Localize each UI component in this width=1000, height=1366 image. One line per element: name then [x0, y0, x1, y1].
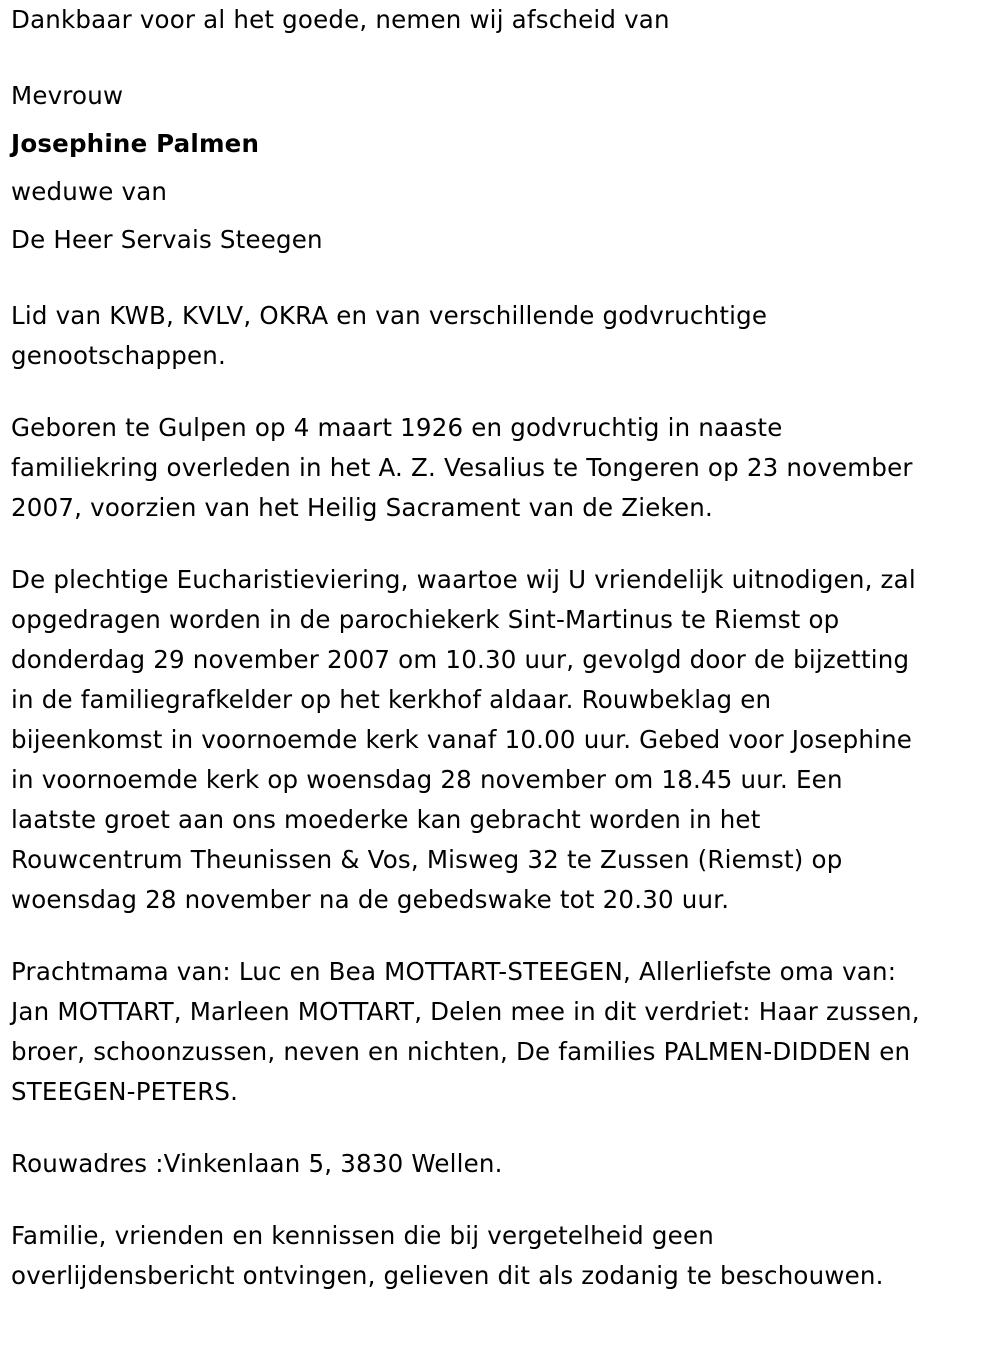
spacer	[11, 1184, 986, 1216]
service-line: in voornoemde kerk op woensdag 28 november om 18.45 uur. Een	[11, 765, 843, 794]
birth-death-line: Geboren te Gulpen op 4 maart 1926 en godvruchtig in naaste	[11, 413, 783, 442]
widow-of-label: weduwe van	[11, 177, 168, 206]
birth-death-paragraph	[11, 408, 986, 528]
family-line: broer, schoonzussen, neven en nichten, De families PALMEN-DIDDEN en	[11, 1037, 911, 1066]
honorific: Mevrouw	[11, 81, 124, 110]
family-line: Jan MOTTART, Marleen MOTTART, Delen mee in dit verdriet: Haar zussen,	[11, 997, 920, 1026]
spacer	[11, 1112, 986, 1144]
service-line: laatste groet aan ons moederke kan gebracht worden in het	[11, 805, 761, 834]
service-line: woensdag 28 november na de gebedswake tot 20.30 uur.	[11, 885, 730, 914]
closing-line: Familie, vrienden en kennissen die bij vergetelheid geen	[11, 1221, 714, 1250]
closing-paragraph	[11, 1216, 986, 1296]
service-line: bijeenkomst in voornoemde kerk vanaf 10.00 uur. Gebed voor Josephine	[11, 725, 913, 754]
family-line: Prachtmama van: Luc en Bea MOTTART-STEEGEN, Allerliefste oma van:	[11, 957, 897, 986]
service-line: opgedragen worden in de parochiekerk Sint-Martinus te Riemst op	[11, 605, 840, 634]
service-line: Rouwcentrum Theunissen & Vos, Misweg 32 te Zussen (Riemst) op	[11, 845, 843, 874]
spacer	[11, 920, 986, 952]
family-paragraph	[11, 952, 986, 1112]
spacer	[11, 528, 986, 560]
membership-line: Lid van KWB, KVLV, OKRA en van verschillende godvruchtige	[11, 301, 768, 330]
mourning-address: Rouwadres :Vinkenlaan 5, 3830 Wellen.	[11, 1149, 503, 1178]
birth-death-line: 2007, voorzien van het Heilig Sacrament van de Zieken.	[11, 493, 714, 522]
closing-line: overlijdensbericht ontvingen, gelieven dit als zodanig te beschouwen.	[11, 1261, 884, 1290]
service-line: De plechtige Eucharistieviering, waartoe wij U vriendelijk uitnodigen, zal	[11, 565, 916, 594]
service-line: donderdag 29 november 2007 om 10.30 uur, gevolgd door de bijzetting	[11, 645, 910, 674]
service-paragraph	[11, 560, 986, 920]
spacer	[11, 40, 986, 72]
service-line: in de familiegrafkelder op het kerkhof aldaar. Rouwbeklag en	[11, 685, 772, 714]
birth-death-line: familiekring overleden in het A. Z. Vesalius te Tongeren op 23 november	[11, 453, 913, 482]
spacer	[11, 264, 986, 296]
spacer	[11, 376, 986, 408]
deceased-name: Josephine Palmen	[11, 129, 260, 158]
membership-line: genootschappen.	[11, 341, 227, 370]
intro-text: Dankbaar voor al het goede, nemen wij afscheid van	[11, 5, 670, 34]
death-notice	[11, 0, 986, 1296]
membership-paragraph	[11, 296, 986, 376]
family-line: STEEGEN-PETERS.	[11, 1077, 239, 1106]
spouse-name: De Heer Servais Steegen	[11, 225, 323, 254]
